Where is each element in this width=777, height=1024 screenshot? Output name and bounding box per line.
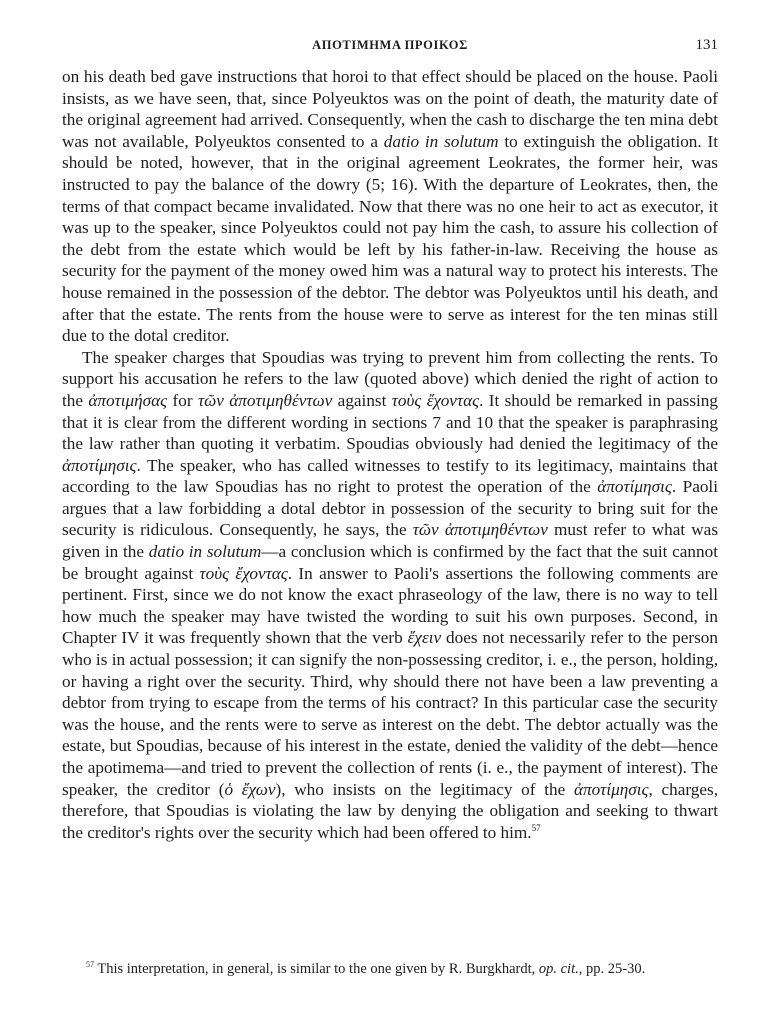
- text-run: , pp. 25-30.: [578, 961, 646, 977]
- latin-term: datio in solutum: [383, 131, 499, 151]
- greek-term: ἀποτίμησις: [62, 455, 137, 475]
- text-run: . Paoli argues that a law forbidding a dotal debtor in possession of the security to bring suit for the security is ridiculous. Consequently, he says, the: [62, 477, 718, 540]
- greek-term: τοὺς ἔχοντας: [199, 563, 288, 583]
- footnote-57: [62, 960, 722, 978]
- running-header: [62, 38, 718, 58]
- greek-term: ὁ ἔχων: [224, 779, 276, 799]
- text-run: to extinguish the obligation. It should be noted, however, that in the original agreement Leokrates, the former heir, was instructed to pay the balance of the dowry (5; 16). With the departure of Leokrates, then, the terms of that compact became invalidated. Now that there was no one heir to act as executor, it was up to the speaker, since Polyeuktos could not pay him the cash, to assure his collection of the debt from the estate which would be left by his father-in-law. Receiving the house as security for the payment of the money owed him was a natural way to protect his interests. The house remained in the possession of the debtor. The debtor was Polyeuktos until his death, and after that the estate. The rents from the house were to serve as interest for the ten minas still due to the dotal creditor.: [62, 131, 719, 346]
- main-text: [62, 66, 718, 843]
- greek-term: τοὺς ἔχοντας: [391, 390, 480, 410]
- text-run: . The speaker, who has called witnesses to testify to its legitimacy, maintains that according to the law Spoudias has no right to protest the operation of the: [62, 455, 718, 497]
- footnote-reference[interactable]: 57: [531, 822, 541, 833]
- text-run: . It should be remarked in passing that it is clear from the different wording in sections 7 and 10 that the speaker is paraphrasing the law rather than quoting it verbatim. Spoudias obviously had denied the legitimacy of the: [62, 390, 718, 454]
- text-run: on his death bed gave instructions that horoi to that effect should be placed on the house. Paoli insists, as we have seen, that, since Polyeuktos was on the point of death, the maturity date of the original agreement had arrived. Consequently, when the cash to discharge the ten mina debt was not available, Polyeuktos consented to a: [62, 67, 718, 151]
- text-run: —a conclusion which is confirmed by the fact that the suit cannot be brought against: [62, 542, 718, 583]
- text-run: against: [332, 390, 392, 410]
- text-run: ), who insists on the legitimacy of the: [275, 779, 574, 799]
- citation-abbreviation: op. cit.: [538, 961, 579, 977]
- running-title: ΑΠΟΤΙΜΗΜΑ ΠΡΟΙΚΟΣ: [312, 38, 468, 52]
- text-run: does not necessarily refer to the person who is in actual possession; it can signify the non-possessing creditor, i. e., the person, holding, or having a right over the security. Third, why should there not have been a law preventing a debtor from trying to escape from the terms of his contract? In this particular case the security was the house, and the rents were to serve as interest on the debt. The debtor actually was the estate, but Spoudias, because of his interest in the estate, denied the validity of the debt—hence the apotimema—and tried to prevent the collection of rents (i. e., the payment of interest). The speaker, the creditor (: [62, 628, 718, 799]
- paragraph-1: [62, 66, 718, 347]
- text-run: , charges, therefore, that Spoudias is violating the law by denying the obligation and seeking to thwart the creditor's rights over the security which had been offered to him.: [62, 779, 718, 842]
- greek-term: τῶν ἀποτιμηθέντων: [197, 390, 333, 410]
- text-run: for: [167, 390, 198, 410]
- footnote-marker: 57: [86, 960, 94, 969]
- latin-term: datio in solutum: [148, 542, 262, 562]
- greek-term: ἀποτίμησις: [597, 477, 672, 497]
- paragraph-2: [62, 347, 718, 844]
- text-run: The speaker charges that Spoudias was trying to prevent him from collecting the rents. To support his accusation he refers to the law (quoted above) which denied the right of action to the: [62, 347, 718, 410]
- greek-term: ἀποτιμήσας: [88, 390, 168, 410]
- greek-term: ἔχειν: [407, 628, 442, 648]
- text-run: . In answer to Paoli's assertions the following comments are pertinent. First, since we do not know the exact phraseology of the law, there is no way to tell how much the speaker may have twisted the wording to suit his own purposes. Second, in Chapter IV it was frequently shown that the verb: [62, 563, 719, 648]
- page-number: 131: [695, 37, 718, 53]
- text-run: must refer to what was given in the: [62, 520, 719, 562]
- greek-term: ἀποτίμησις: [573, 779, 649, 799]
- text-run: This interpretation, in general, is similar to the one given by R. Burgkhardt,: [94, 961, 539, 977]
- greek-term: τῶν ἀποτιμηθέντων: [412, 520, 548, 540]
